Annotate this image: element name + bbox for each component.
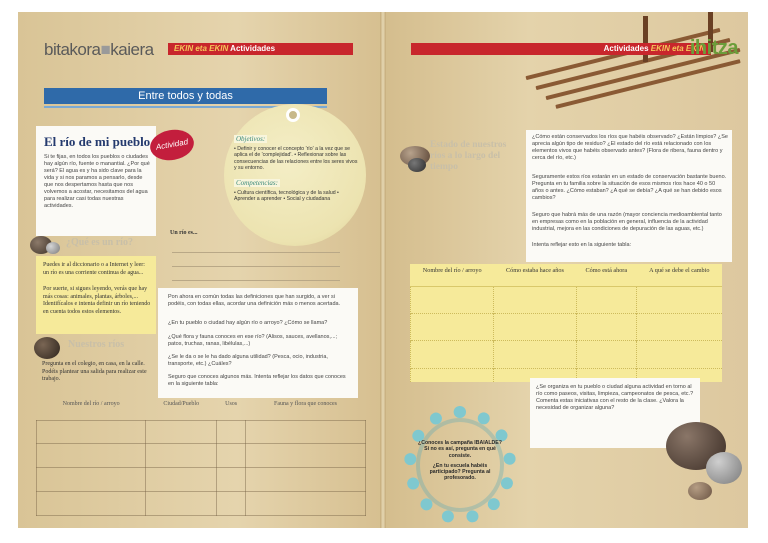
answer-line-1 bbox=[172, 252, 340, 253]
questions-p5: Seguro que conoces algunos más. Intenta reflejar los datos que conoces en la siguiente tabla: bbox=[168, 374, 346, 387]
nuestros-title: Nuestros ríos bbox=[68, 339, 125, 350]
table-row bbox=[411, 341, 723, 368]
table-row bbox=[37, 468, 366, 492]
competencies-text: • Cultura científica, tecnológica y de la salud • Aprender a aprender • Social y ciudadana bbox=[234, 189, 339, 203]
col-header-reason: A qué se debe el cambio bbox=[637, 264, 722, 286]
que-es-title: ¿Qué es un río? bbox=[66, 237, 133, 248]
right-header-ekin: EKIN eta EKIN bbox=[650, 44, 705, 53]
table-row bbox=[411, 286, 723, 313]
activity-text: ¿Se organiza en tu pueblo o ciudad alguna actividad en torno al río como paseos, visitas, limpieza, campeonatos de pesca, etc.? Comenta estas iniciativas con el resto de la clase. ¿Valora la necesidad de organizar alguna? bbox=[536, 384, 694, 411]
right-header-bar bbox=[411, 43, 711, 55]
estado-p1: ¿Cómo están conservados los ríos que habéis observado? ¿Están limpios? ¿Se aprecia algún tipo de residuo? ¿El estado del río está relacionado con los elementos vivos que habéis observado antes? (Flora de ribera, fauna dentro y cerca del río, etc.) bbox=[532, 134, 728, 161]
small-rock-icon bbox=[688, 482, 712, 500]
answer-line-3 bbox=[172, 280, 340, 281]
campaign-question-1: ¿Conoces la campaña IBAIALDE? Si no es así, pregunta en qué consiste. bbox=[418, 440, 502, 459]
questions-p3: ¿Qué flora y fauna conoces en ese río? (Alisos, sauces, avellanos,...; patos, truchas, ranas, libélulas,...) bbox=[168, 334, 338, 347]
grey-rock-icon bbox=[706, 452, 742, 484]
un-rio-label: Un río es... bbox=[170, 230, 198, 236]
section-title: El río de mi pueblo bbox=[44, 134, 151, 149]
col-header-fauna: Fauna y flora que conoces bbox=[274, 401, 337, 407]
estado-p2: Seguramente estos ríos estarán en un estado de conservación bastante bueno. Pregunta en tu familia sobre la situación de esos mismos ríos hace 40 o 50 años o antes. ¿Cómo estaban? ¿A qué se debía? ¿A qué se han debido esos cambios? bbox=[532, 174, 727, 201]
right-header-section: Actividades bbox=[603, 44, 649, 53]
col-header-before: Cómo estaba hace años bbox=[494, 264, 576, 286]
questions-p2: ¿En tu pueblo o ciudad hay algún río o arroyo? ¿Cómo se llama? bbox=[168, 320, 328, 326]
unit-title-bar: Entre todos y todas bbox=[44, 88, 327, 104]
competencies-title: Competencias: bbox=[236, 178, 278, 187]
magazine-spread bbox=[18, 12, 748, 528]
table-row bbox=[37, 420, 366, 444]
objectives-text: • Definir y conocer el concepto 'río' a la vez que se aplica el de 'complejidad'. • Reflexionar sobre las consecuencias de las relaciones entre los seres vivos y su entorno. bbox=[234, 146, 358, 172]
table-row bbox=[411, 313, 723, 340]
intro-text: Si te fijas, en todos los pueblos o ciudades hay algún río, fuente o manantial. ¿Por qué será? El agua es y ha sido clave para la vida y si nos paramos a pensarlo, desde que nos despertamos hasta que nos volvemos a acostar, necesitamos del agua para realizar casi todas nuestras actividades. bbox=[44, 154, 150, 209]
pebble-icon bbox=[46, 242, 60, 254]
que-es-note bbox=[36, 256, 156, 334]
que-es-text-2: Por suerte, si sigues leyendo, verás que hay más cosas: animales, plantas, árboles,... Identifícalos e intenta definir un río teniendo en cuenta todos estos elementos. bbox=[43, 286, 151, 315]
objectives-title: Objetivos: bbox=[236, 135, 266, 143]
estado-p4: Intenta reflejar esto en la siguiente tabla: bbox=[532, 242, 632, 248]
campaign-question-2: ¿En tu escuela habéis participado? Pregunta al profesorado. bbox=[429, 462, 491, 482]
rivers-table bbox=[36, 400, 366, 516]
que-es-text-1: Puedes ir al diccionario o a Internet y leer: un río es una corriente continua de agua... bbox=[43, 262, 145, 276]
col-header-city: Ciudad/Pueblo bbox=[163, 401, 200, 407]
questions-p1: Pon ahora en común todas las definiciones que han surgido, a ver si podéis, con todas ellas, acordar una definición más o menos acertada. bbox=[168, 294, 341, 307]
intro-panel bbox=[36, 126, 156, 236]
estado-title: Estado de nuestros ríos a lo largo del tiempo bbox=[430, 140, 507, 172]
brand-part-a: bitakora bbox=[44, 40, 101, 59]
objectives-badge bbox=[224, 104, 366, 246]
activity-tag: Actividad bbox=[148, 126, 197, 163]
right-brand-logo: ihitza bbox=[689, 37, 738, 59]
questions-p4: ¿Se le da o se le ha dado alguna utilidad? (Pesca, ocio, industria, transporte, etc.) ¿Cuáles? bbox=[168, 354, 328, 367]
brand-part-b: kaiera bbox=[110, 40, 154, 59]
table-row bbox=[37, 492, 366, 516]
brand-logo: bitakora■kaiera bbox=[44, 40, 154, 59]
page-spine bbox=[380, 12, 386, 528]
left-header-section: Actividades bbox=[230, 44, 276, 53]
nuestros-text: Pregunta en el colegio, en casa, en la calle. Podéis plantear una salida para realizar este trabajo. bbox=[42, 361, 147, 382]
col-header-name: Nombre del río / arroyo bbox=[62, 401, 120, 407]
left-header-bar bbox=[168, 43, 353, 55]
col-header-now: Cómo está ahora bbox=[576, 264, 637, 286]
changes-table bbox=[410, 264, 722, 382]
campaign-text bbox=[418, 440, 502, 482]
table-row bbox=[37, 444, 366, 468]
questions-panel bbox=[158, 288, 358, 398]
left-header-ekin: EKIN eta EKIN bbox=[174, 44, 229, 53]
river-stone-icon bbox=[34, 337, 60, 359]
answer-line-2 bbox=[172, 266, 340, 267]
col-header-name: Nombre del río / arroyo bbox=[411, 264, 494, 286]
badge-hole bbox=[286, 108, 300, 122]
estado-p3: Seguro que habrá más de una razón (mayor conciencia medioambiental tanto en empresas como en la población en general, influencia de la actividad industrial, mejora en las condiciones de depuración de las aguas, etc.) bbox=[532, 212, 722, 232]
estado-panel bbox=[526, 130, 732, 262]
col-header-uses: Usos bbox=[225, 401, 238, 407]
dark-pebble-icon bbox=[408, 158, 426, 172]
